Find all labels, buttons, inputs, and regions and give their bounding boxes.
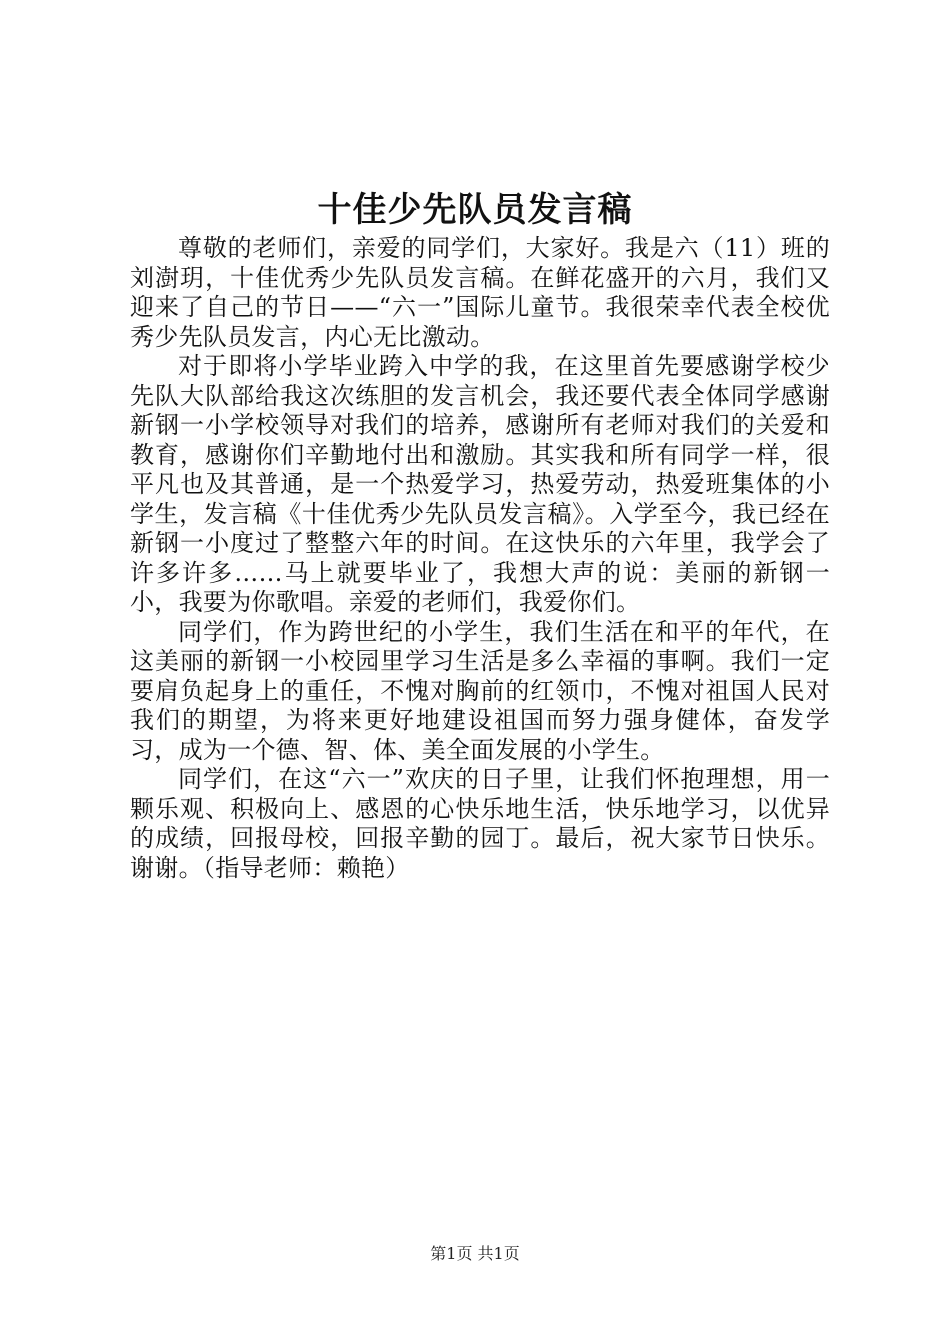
document-title: 十佳少先队员发言稿 — [317, 190, 633, 230]
paragraph-thanks: 对于即将小学毕业跨入中学的我，在这里首先要感谢学校少先队大队部给我这次练胆的发言机会，我还要代表全体同学感谢新钢一小学校领导对我们的培养，感谢所有老师对我们的关爱和教育，感谢你们辛勤地付出和激励。其实我和所有同学一样，很平凡也及其普通，是一个热爱学习，热爱劳动，热爱班集体的小学生，发言稿《十佳优秀少先队员发言稿》。入学至今，我已经在新钢一小度过了整整六年的时间。在这快乐的六年里，我学会了许多许多……马上就要毕业了，我想大声的说：美丽的新钢一小，我要为你歌唱。亲爱的老师们，我爱你们。 — [130, 352, 830, 616]
page-footer: 第1页 共1页 — [430, 1244, 520, 1263]
paragraph-responsibility: 同学们，作为跨世纪的小学生，我们生活在和平的年代，在这美丽的新钢一小校园里学习生活是多么幸福的事啊。我们一定要肩负起身上的重任，不愧对胸前的红领巾，不愧对祖国人民对我们的期望，为将来更好地建设祖国而努力强身健体，奋发学习，成为一个德、智、体、美全面发展的小学生。 — [130, 617, 830, 764]
document-body — [130, 234, 830, 883]
paragraph-greeting: 尊敬的老师们，亲爱的同学们，大家好。我是六（11）班的刘澍玥，十佳优秀少先队员发言稿。在鲜花盛开的六月，我们又迎来了自己的节日——“六一”国际儿童节。我很荣幸代表全校优秀少先队员发言，内心无比激动。 — [130, 234, 830, 351]
paragraph-closing: 同学们，在这“六一”欢庆的日子里，让我们怀抱理想，用一颗乐观、积极向上、感恩的心快乐地生活，快乐地学习，以优异的成绩，回报母校，回报辛勤的园丁。最后，祝大家节日快乐。谢谢。（指导老师：赖艳） — [130, 765, 830, 882]
